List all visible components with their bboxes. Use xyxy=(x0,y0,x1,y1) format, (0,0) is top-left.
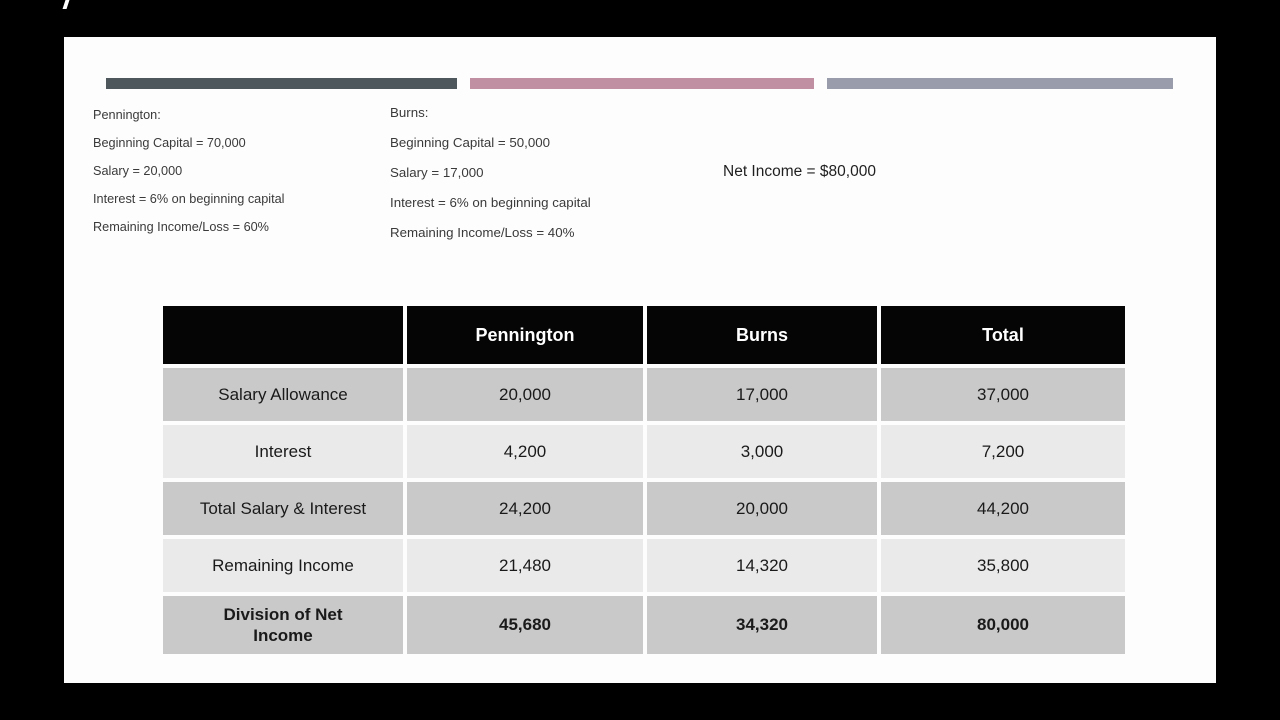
accent-bar-dark-slate xyxy=(106,78,457,89)
cell-remaining-income-total: 35,800 xyxy=(881,539,1125,592)
row-label-interest: Interest xyxy=(163,425,403,478)
division-net-income-label-text: Division of Net Income xyxy=(223,604,343,645)
row-label-division-net-income xyxy=(163,596,403,654)
income-division-table xyxy=(163,306,1125,654)
cell-division-net-income-total: 80,000 xyxy=(881,596,1125,654)
accent-bar-rose xyxy=(470,78,814,89)
pennington-info-block xyxy=(93,101,285,241)
burns-beginning-capital: Beginning Capital = 50,000 xyxy=(390,134,551,150)
table-header-empty xyxy=(163,306,403,364)
pennington-remaining-income: Remaining Income/Loss = 60% xyxy=(93,220,269,234)
table-header-burns: Burns xyxy=(647,306,877,364)
cell-salary-allowance-pennington: 20,000 xyxy=(407,368,643,421)
slide xyxy=(64,37,1216,683)
row-label-total-salary-interest: Total Salary & Interest xyxy=(163,482,403,535)
net-income-label: Net Income = $80,000 xyxy=(723,163,876,180)
burns-info-block xyxy=(390,97,591,247)
pennington-salary: Salary = 20,000 xyxy=(93,164,183,178)
cell-interest-burns: 3,000 xyxy=(647,425,877,478)
cell-total-salary-interest-pennington: 24,200 xyxy=(407,482,643,535)
accent-bar-gray-blue xyxy=(827,78,1173,89)
table-header-total: Total xyxy=(881,306,1125,364)
row-label-salary-allowance: Salary Allowance xyxy=(163,368,403,421)
cell-remaining-income-burns: 14,320 xyxy=(647,539,877,592)
row-label-remaining-income: Remaining Income xyxy=(163,539,403,592)
burns-salary: Salary = 17,000 xyxy=(390,164,484,180)
cell-salary-allowance-total: 37,000 xyxy=(881,368,1125,421)
corner-artifact-mark xyxy=(63,0,70,9)
cell-interest-total: 7,200 xyxy=(881,425,1125,478)
burns-interest: Interest = 6% on beginning capital xyxy=(390,194,591,210)
cell-remaining-income-pennington: 21,480 xyxy=(407,539,643,592)
cell-division-net-income-burns: 34,320 xyxy=(647,596,877,654)
cell-total-salary-interest-burns: 20,000 xyxy=(647,482,877,535)
cell-interest-pennington: 4,200 xyxy=(407,425,643,478)
cell-division-net-income-pennington: 45,680 xyxy=(407,596,643,654)
pennington-beginning-capital: Beginning Capital = 70,000 xyxy=(93,136,246,150)
pennington-interest: Interest = 6% on beginning capital xyxy=(93,192,285,206)
pennington-title: Pennington: xyxy=(93,108,161,122)
burns-title: Burns: xyxy=(390,104,429,120)
cell-salary-allowance-burns: 17,000 xyxy=(647,368,877,421)
table-header-pennington: Pennington xyxy=(407,306,643,364)
burns-remaining-income: Remaining Income/Loss = 40% xyxy=(390,224,575,240)
cell-total-salary-interest-total: 44,200 xyxy=(881,482,1125,535)
